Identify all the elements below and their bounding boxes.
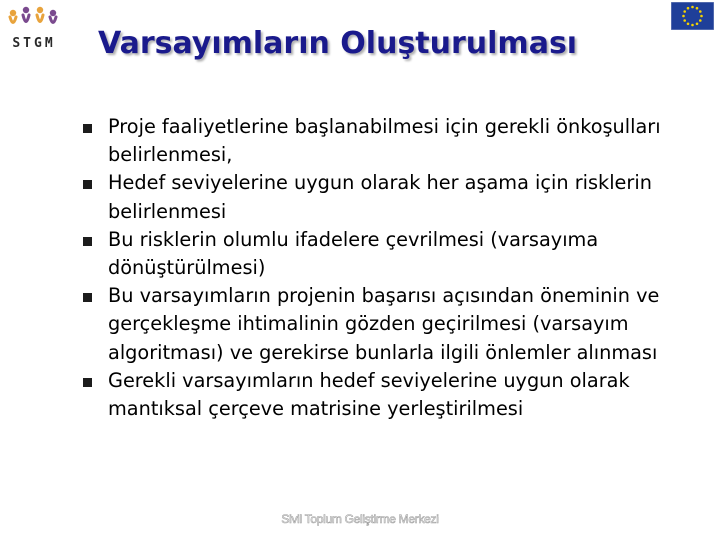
bullet-text: Gerekli varsayımların hedef seviyelerine uygun olarak mantıksal çerçeve matrisine yerleştirilmesi xyxy=(108,368,630,421)
bullet-text: Proje faaliyetlerine başlanabilmesi için gerekli önkoşulları belirlenmesi, xyxy=(108,115,661,167)
bullet-item xyxy=(82,226,682,282)
footer-text: Sivil Toplum Geliştirme Merkezi xyxy=(281,512,439,526)
square-bullet-icon xyxy=(83,180,92,189)
logo-text: STGM xyxy=(12,36,56,51)
square-bullet-icon xyxy=(83,124,92,133)
bullet-text: Bu varsayımların projenin başarısı açısından öneminin ve gerçekleşme ihtimalinin gözden geçirilmesi (varsayım algoritması) ve gerekirse bunlarla ilgili önlemler alınması xyxy=(108,284,660,364)
bullet-item xyxy=(82,113,682,169)
square-bullet-icon xyxy=(83,293,92,302)
slide-title: Varsayımların Oluşturulması xyxy=(98,26,578,61)
bullet-item xyxy=(82,169,682,225)
square-bullet-icon xyxy=(83,378,92,387)
bullet-text: Bu risklerin olumlu ifadelere çevrilmesi (varsayıma dönüştürülmesi) xyxy=(108,227,599,280)
stgm-logo xyxy=(6,6,62,56)
bullet-item xyxy=(82,367,682,423)
bullet-item xyxy=(82,282,682,367)
bullet-list xyxy=(82,113,682,423)
eu-flag-icon xyxy=(671,2,714,30)
bullet-text: Hedef seviyelerine uygun olarak her aşama için risklerin belirlenmesi xyxy=(108,171,652,223)
square-bullet-icon xyxy=(83,237,92,246)
stgm-people-logo-icon xyxy=(6,6,62,36)
